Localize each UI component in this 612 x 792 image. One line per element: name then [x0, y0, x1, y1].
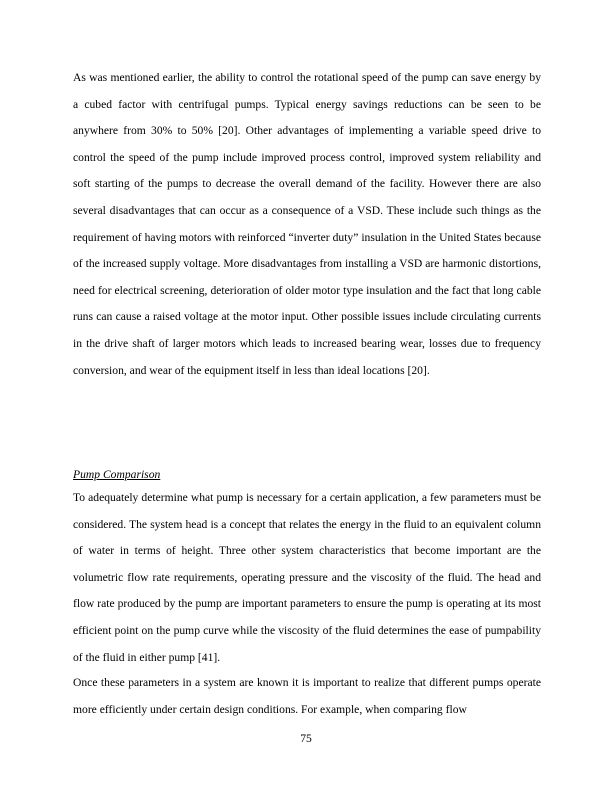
body-paragraph: [73, 65, 541, 384]
body-paragraph: [73, 670, 541, 723]
paragraph-text: As was mentioned earlier, the ability to control the rotational speed of the pump can save energy by a cubed factor with centrifugal pumps. Typical energy savings reductions can be seen to be anywhere from 30% to 50% [20]. Other advantages of implementing a variable speed drive to control the speed of the pump include improved process control, improved system reliability and soft starting of the pumps to decrease the overall demand of the facility. However there are also several disadvantages that can occur as a consequence of a VSD. These include such things as the requirement of having motors with reinforced “inverter duty” insulation in the United States because of the increased supply voltage. More disadvantages from installing a VSD are harmonic distortions, need for electrical screening, deterioration of older motor type insulation and the fact that long cable runs can cause a raised voltage at the motor input. Other possible issues include circulating currents in the drive shaft of larger motors which leads to increased bearing wear, losses due to frequency conversion, and wear of the equipment itself in less than ideal locations [20].: [73, 71, 541, 377]
body-paragraph: [73, 485, 541, 671]
page-number: 75: [300, 732, 312, 745]
paragraph-text: To adequately determine what pump is necessary for a certain application, a few parameters must be considered. The system head is a concept that relates the energy in the fluid to an equivalent column of water in terms of height. Three other system characteristics that become important are the volumetric flow rate requirements, operating pressure and the viscosity of the fluid. The head and flow rate produced by the pump are important parameters to ensure the pump is operating at its most efficient point on the pump curve while the viscosity of the fluid determines the ease of pumpability of the fluid in either pump [41].: [73, 491, 541, 664]
paragraph-text: Once these parameters in a system are known it is important to realize that different pumps operate more efficiently under certain design conditions. For example, when comparing flow: [73, 676, 541, 716]
section-heading: Pump Comparison: [73, 468, 161, 481]
